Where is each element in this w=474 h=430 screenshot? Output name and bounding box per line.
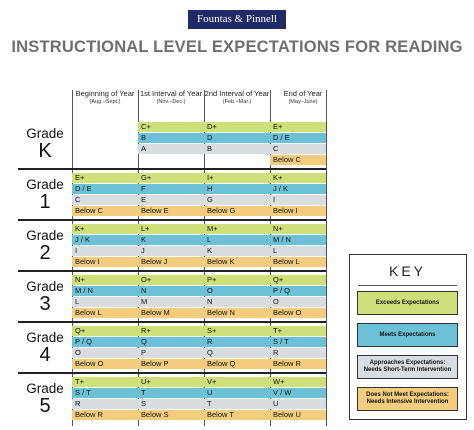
level-cell: Below T [207, 410, 234, 419]
level-cell: A [141, 144, 147, 153]
level-cell: Below P [141, 359, 169, 368]
level-cell: B [141, 133, 147, 142]
grade-number: 2 [39, 242, 51, 264]
level-cell: N+ [273, 224, 283, 233]
grade-word: Grade [26, 381, 64, 396]
level-cell: L [273, 246, 278, 255]
grade-divider [18, 372, 326, 374]
level-cell: U+ [141, 377, 151, 386]
level-cell: I [273, 195, 276, 204]
level-cell: T [207, 399, 212, 408]
grade-label [18, 126, 72, 161]
brand-logo: Fountas & Pinnell [188, 10, 286, 29]
level-cell: V / W [273, 388, 292, 397]
level-cell: T [141, 388, 146, 397]
level-cell: O [75, 348, 81, 357]
level-cell: Below C [75, 206, 103, 215]
level-cell: D / E [273, 133, 290, 142]
level-cell: G [207, 195, 213, 204]
level-cell: Below M [141, 308, 170, 317]
level-cell: P / Q [273, 286, 290, 295]
level-cell: Below L [273, 257, 300, 266]
level-cell: Q+ [75, 326, 86, 335]
grade-divider [18, 321, 326, 323]
grade-word: Grade [26, 279, 64, 294]
column-header-label: Beginning of Year [75, 89, 135, 98]
level-cell: E [141, 195, 147, 204]
column-header-dates: (Nov.–Dec.) [156, 98, 186, 105]
level-cell: Below R [75, 410, 103, 419]
grade-number: 1 [39, 191, 51, 213]
key-title: KEY [388, 263, 426, 279]
level-cell: R [207, 337, 213, 346]
level-cell: S / T [273, 337, 289, 346]
level-cell: Q [141, 337, 147, 346]
key-item-exceeds: Exceeds Expectations [357, 291, 458, 315]
column-header-interval-2 [204, 90, 270, 106]
level-cell [72, 133, 138, 143]
level-cell: E+ [273, 122, 283, 131]
column-header-interval-1 [138, 90, 204, 106]
level-cell: T+ [273, 326, 282, 335]
level-cell: J / K [273, 184, 289, 193]
key-item-meets: Meets Expectations [357, 323, 458, 347]
level-cell: Below I [273, 206, 298, 215]
level-cell: K [141, 235, 147, 244]
key-divider [358, 285, 457, 286]
grade-word: Grade [26, 126, 64, 141]
column-header-label: 2nd Interval of Year [204, 89, 270, 98]
grade-label [18, 279, 72, 314]
level-cell [72, 155, 138, 165]
grade-word: Grade [26, 330, 64, 345]
level-cell: Below G [207, 206, 236, 215]
level-cell: B [207, 144, 213, 153]
level-cell: Below O [75, 359, 104, 368]
level-cell: C [75, 195, 81, 204]
level-cell: S+ [207, 326, 217, 335]
level-cell: N+ [75, 275, 85, 284]
level-cell: Below N [207, 308, 235, 317]
level-cell: I+ [207, 173, 214, 182]
level-cell: V+ [207, 377, 217, 386]
level-cell: L [207, 235, 212, 244]
level-cell: N [141, 286, 147, 295]
level-cell: F [141, 184, 146, 193]
level-cell: K+ [75, 224, 85, 233]
key-item-approaches: Approaches Expectations: Needs Short-Term Intervention [357, 355, 458, 379]
level-cell: S [141, 399, 147, 408]
key-item-does-not-meet: Does Not Meet Expectations: Needs Intensive Intervention [357, 387, 458, 411]
level-cell: D+ [207, 122, 217, 131]
level-cell: Below U [273, 410, 301, 419]
grade-word: Grade [26, 177, 64, 192]
level-cell: T+ [75, 377, 84, 386]
level-cell: P [141, 348, 147, 357]
level-cell: P+ [207, 275, 217, 284]
level-cell: Below O [273, 308, 302, 317]
key-legend [349, 254, 467, 420]
column-header-beginning [72, 90, 138, 106]
grade-label [18, 228, 72, 263]
level-cell: Below S [141, 410, 169, 419]
column-header-dates: (Aug.–Sept.) [89, 98, 121, 105]
level-cell [138, 155, 204, 165]
grade-label [18, 177, 72, 212]
level-cell: D / E [75, 184, 92, 193]
level-cell: C [273, 144, 279, 153]
level-cell: M / N [273, 235, 291, 244]
grade-word: Grade [26, 228, 64, 243]
grade-divider [18, 219, 326, 221]
level-cell: Q [207, 348, 213, 357]
level-cell: L+ [141, 224, 150, 233]
grade-divider [18, 168, 326, 170]
grade-number: 4 [39, 344, 51, 366]
level-cell: G+ [141, 173, 152, 182]
page-title: INSTRUCTIONAL LEVEL EXPECTATIONS FOR READING [11, 38, 463, 56]
level-cell: J [141, 246, 145, 255]
grade-label [18, 381, 72, 416]
level-cell: K [207, 246, 213, 255]
grade-label [18, 330, 72, 365]
column-header-dates: (May–June) [288, 98, 318, 105]
level-cell: W+ [273, 377, 285, 386]
level-cell: U [207, 388, 213, 397]
grade-number: 5 [39, 395, 51, 417]
grade-number: K [38, 140, 52, 162]
level-cell: S / T [75, 388, 91, 397]
level-cell [204, 155, 270, 165]
level-cell: C+ [141, 122, 151, 131]
level-cell: R [273, 348, 279, 357]
level-cell: O [207, 286, 213, 295]
level-cell [72, 144, 138, 154]
level-cell [72, 122, 138, 132]
level-cell: Below I [75, 257, 100, 266]
level-cell: P / Q [75, 337, 92, 346]
level-cell: L [75, 297, 80, 306]
column-header-label: End of Year [283, 89, 323, 98]
level-cell: Below R [273, 359, 301, 368]
level-cell: H [207, 184, 213, 193]
level-cell: M [141, 297, 148, 306]
grade-number: 3 [39, 293, 51, 315]
level-cell: E+ [75, 173, 85, 182]
level-cell: R+ [141, 326, 151, 335]
level-cell: R [75, 399, 81, 408]
level-cell: Below E [141, 206, 169, 215]
level-cell: O+ [141, 275, 152, 284]
level-cell: Below K [207, 257, 235, 266]
level-cell: Below Q [207, 359, 236, 368]
level-cell: M / N [75, 286, 93, 295]
level-cell: D [207, 133, 213, 142]
level-cell: M+ [207, 224, 218, 233]
level-cell: Below J [141, 257, 168, 266]
level-cell: J / K [75, 235, 91, 244]
level-cell: I [75, 246, 78, 255]
level-cell: Q+ [273, 275, 284, 284]
level-cell: Below C [273, 155, 301, 164]
level-cell: N [207, 297, 213, 306]
level-cell: K+ [273, 173, 283, 182]
column-header-dates: (Feb.–Mar.) [222, 98, 252, 105]
column-header-label: 1st Interval of Year [139, 89, 203, 98]
level-cell: O [273, 297, 279, 306]
level-cell: Below L [75, 308, 102, 317]
grade-divider [18, 270, 326, 272]
level-cell: U [273, 399, 279, 408]
